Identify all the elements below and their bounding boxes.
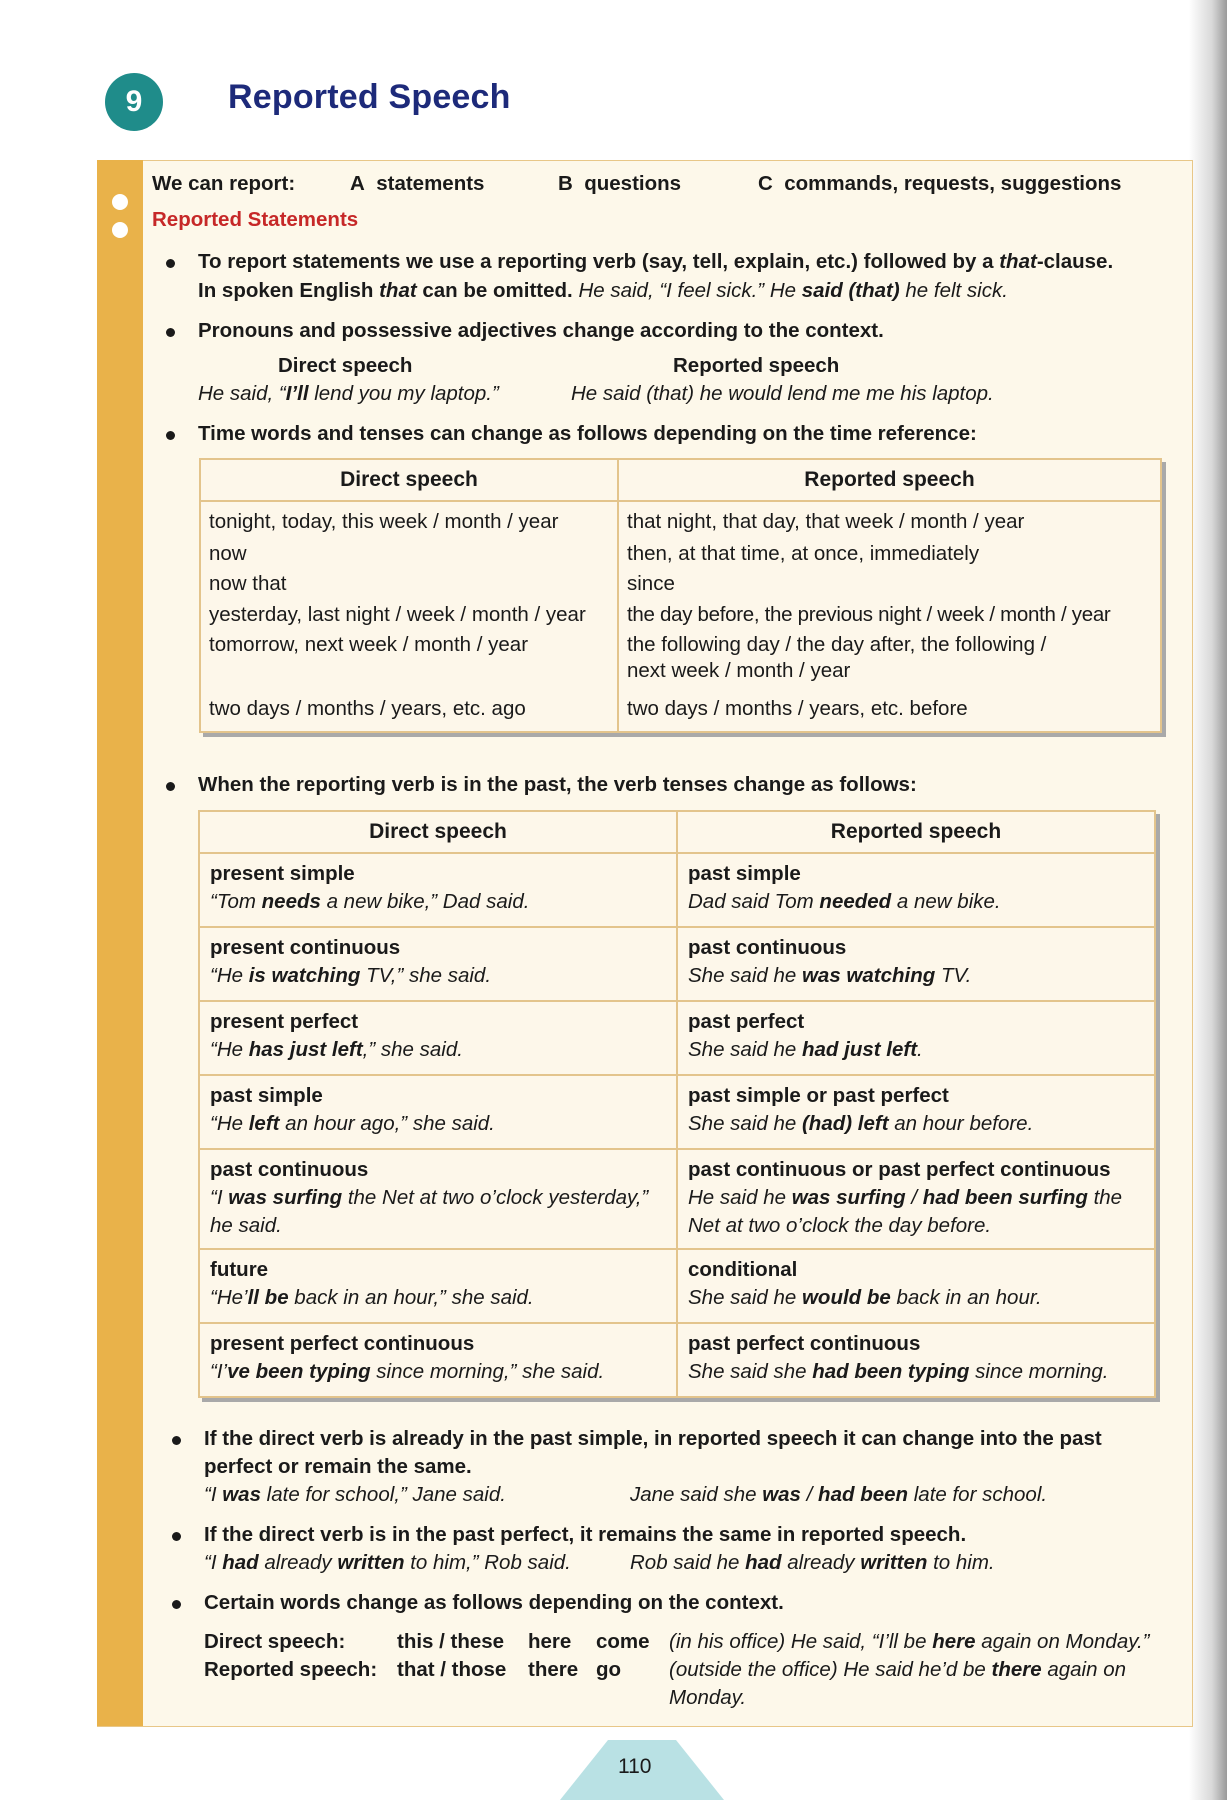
bullet-dot: [172, 1436, 181, 1445]
bullet-dot: [166, 259, 175, 268]
tense-table: [198, 810, 1156, 1398]
table-row: [199, 1001, 1155, 1075]
table-cell: past continuous or past perfect continuous He said he was surfing / had been surfing the Net at two o’clock the day before.: [677, 1149, 1155, 1249]
table-cell: past simple “He left an hour ago,” she said.: [199, 1075, 677, 1149]
bullet1-line2: In spoken English that can be omitted. He said, “I feel sick.” He said (that) he felt sick.: [198, 279, 1008, 302]
page-tab-right: [676, 1740, 724, 1800]
bullet-dot: [172, 1532, 181, 1541]
table-cell: then, at that time, at once, immediately: [618, 536, 1161, 568]
table-cell: past perfect She said he had just left.: [677, 1001, 1155, 1075]
table-cell: tomorrow, next week / month / year: [200, 629, 618, 659]
bullet7-direct-example: (in his office) He said, “I’ll be here again on Monday.”: [669, 1630, 1150, 1653]
bullet4-text: When the reporting verb is in the past, the verb tenses change as follows:: [198, 773, 917, 796]
bullet6-direct-example: “I had already written to him,” Rob said.: [204, 1551, 571, 1574]
table-row: [200, 568, 1161, 598]
intro-type-c: C commands, requests, suggestions: [758, 172, 1122, 195]
binder-hole: [112, 222, 128, 238]
table-cell: two days / months / years, etc. ago: [200, 683, 618, 732]
bullet5-line2: perfect or remain the same.: [204, 1455, 472, 1478]
table-row: [200, 659, 1161, 683]
table-cell: present perfect “He has just left,” she said.: [199, 1001, 677, 1075]
bullet7-direct-word: come: [596, 1630, 650, 1653]
table-cell: past continuous She said he was watching TV.: [677, 927, 1155, 1001]
table-cell: that night, that day, that week / month / year: [618, 501, 1161, 536]
bullet-dot: [172, 1600, 181, 1609]
table-row: [200, 598, 1161, 629]
table-header: Reported speech: [677, 811, 1155, 853]
bullet7-direct-word: here: [528, 1630, 572, 1653]
table-row: [199, 927, 1155, 1001]
bullet2-col2-head: Reported speech: [673, 354, 840, 377]
bullet7-reported-word: there: [528, 1658, 579, 1681]
table-row: [200, 683, 1161, 732]
table-cell: the following day / the day after, the following /: [618, 629, 1161, 659]
table-cell: tonight, today, this week / month / year: [200, 501, 618, 536]
table-row: [199, 853, 1155, 927]
bullet7-direct-word: this / these: [397, 1630, 505, 1653]
table-cell: present continuous “He is watching TV,” she said.: [199, 927, 677, 1001]
section-heading: Reported Statements: [152, 208, 359, 231]
table-cell: the day before, the previous night / week / month / year: [618, 598, 1161, 629]
bullet7-line1: Certain words change as follows depending on the context.: [204, 1591, 784, 1614]
table-row: [199, 1249, 1155, 1323]
table-row: [200, 629, 1161, 659]
table-row: [199, 1075, 1155, 1149]
intro-type-a: A statements: [350, 172, 485, 195]
bullet7-reported-example: (outside the office) He said he’d be there again on: [669, 1658, 1126, 1681]
bullet5-reported-example: Jane said she was / had been late for school.: [630, 1483, 1048, 1506]
table-cell: now: [200, 536, 618, 568]
table-cell: present perfect continuous “I’ve been typing since morning,” she said.: [199, 1323, 677, 1397]
bullet7-reported-word: that / those: [397, 1658, 507, 1681]
bullet2-direct-example: He said, “I’ll lend you my laptop.”: [198, 382, 499, 405]
table-row: [199, 1323, 1155, 1397]
table-cell: yesterday, last night / week / month / year: [200, 598, 618, 629]
table-cell: past simple Dad said Tom needed a new bike.: [677, 853, 1155, 927]
table-cell: past continuous “I was surfing the Net at two o’clock yesterday,” he said.: [199, 1149, 677, 1249]
bullet6-reported-example: Rob said he had already written to him.: [630, 1551, 995, 1574]
table-cell: two days / months / years, etc. before: [618, 683, 1161, 732]
intro-lead: We can report:: [152, 172, 296, 195]
table-cell: future “He’ll be back in an hour,” she said.: [199, 1249, 677, 1323]
bullet2-col1-head: Direct speech: [278, 354, 413, 377]
page-edge-shadow: [1189, 0, 1227, 1800]
bullet5-line1: If the direct verb is already in the past simple, in reported speech it can change into the past: [204, 1427, 1102, 1450]
bullet7-direct-label: Direct speech:: [204, 1630, 346, 1653]
time-words-table: [199, 458, 1162, 733]
table-cell: present simple “Tom needs a new bike,” Dad said.: [199, 853, 677, 927]
panel-stripe: [97, 160, 143, 1726]
bullet1-line1: To report statements we use a reporting verb (say, tell, explain, etc.) followed by a that-clause.: [198, 250, 1114, 273]
page-number: 110: [618, 1755, 652, 1778]
bullet-dot: [166, 328, 175, 337]
bullet7-reported-word: go: [596, 1658, 622, 1681]
table-header: Direct speech: [200, 459, 618, 501]
bullet-dot: [166, 431, 175, 440]
page-tab-left: [560, 1740, 608, 1800]
table-cell: now that: [200, 568, 618, 598]
unit-number-badge: 9: [105, 73, 163, 131]
table-cell: conditional She said he would be back in an hour.: [677, 1249, 1155, 1323]
table-cell: past simple or past perfect She said he (had) left an hour before.: [677, 1075, 1155, 1149]
bullet-dot: [166, 782, 175, 791]
table-cell: next week / month / year: [618, 659, 1161, 683]
table-cell: since: [618, 568, 1161, 598]
table-header: Reported speech: [618, 459, 1161, 501]
bullet7-reported-example-cont: Monday.: [669, 1686, 747, 1709]
bullet3-text: Time words and tenses can change as follows depending on the time reference:: [198, 422, 977, 445]
bullet6-line1: If the direct verb is in the past perfect, it remains the same in reported speech.: [204, 1523, 967, 1546]
bullet2-text: Pronouns and possessive adjectives change according to the context.: [198, 319, 884, 342]
table-row: [200, 501, 1161, 536]
binder-hole: [112, 194, 128, 210]
bullet7-reported-label: Reported speech:: [204, 1658, 378, 1681]
table-cell: past perfect continuous She said she had been typing since morning.: [677, 1323, 1155, 1397]
intro-type-b: B questions: [558, 172, 682, 195]
page-title: Reported Speech: [228, 78, 511, 116]
bullet2-reported-example: He said (that) he would lend me me his laptop.: [571, 382, 994, 405]
bullet5-direct-example: “I was late for school,” Jane said.: [204, 1483, 506, 1506]
table-cell: [200, 659, 618, 683]
table-row: [199, 1149, 1155, 1249]
table-header: Direct speech: [199, 811, 677, 853]
table-row: [200, 536, 1161, 568]
